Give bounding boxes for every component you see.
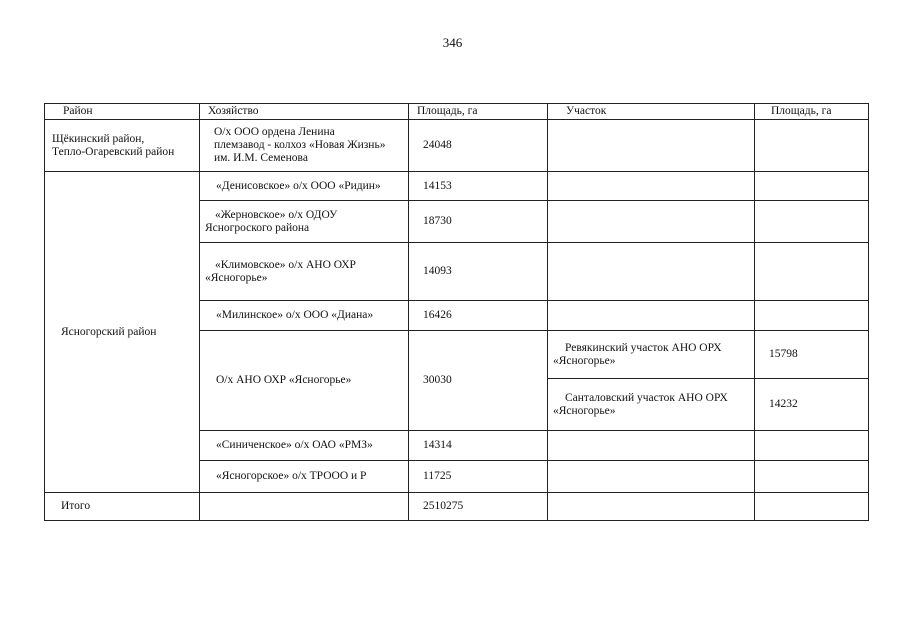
farm-line: «Жерновское» о/х ОДОУ (215, 208, 338, 221)
plot-cell (548, 172, 755, 201)
header-farm: Хозяйство (200, 104, 409, 120)
plot-area-cell (755, 301, 869, 331)
page-number: 346 (442, 35, 463, 50)
farm-cell: «Синиченское» о/х ОАО «РМЗ» (200, 431, 409, 461)
plot-area-cell: 15798 (755, 331, 869, 379)
plot-area-cell (755, 493, 869, 521)
farm-cell (200, 120, 409, 172)
plot-area-cell: 14232 (755, 379, 869, 431)
farm-line: «Ясногорье» (205, 271, 268, 284)
total-row (45, 493, 869, 521)
plot-area-cell (755, 431, 869, 461)
plot-cell (548, 243, 755, 301)
farm-cell (200, 493, 409, 521)
farm-line: О/х ООО ордена Ленина (214, 126, 335, 138)
plot-cell (548, 431, 755, 461)
farm-line: Ясногроского района (205, 221, 310, 234)
area-cell: 14153 (409, 172, 548, 201)
area-cell: 30030 (409, 331, 548, 431)
area-cell: 11725 (409, 461, 548, 493)
plot-area-cell (755, 461, 869, 493)
plot-area-cell (755, 172, 869, 201)
plot-cell (548, 379, 755, 431)
total-label: Итого (45, 493, 200, 521)
farm-cell: «Денисовское» о/х ООО «Ридин» (200, 172, 409, 201)
district-cell (45, 120, 200, 172)
area-cell: 18730 (409, 201, 548, 243)
plot-line: Санталовский участок АНО ОРХ (565, 391, 728, 404)
area-cell: 14314 (409, 431, 548, 461)
plot-line: Ревякинский участок АНО ОРХ (565, 341, 722, 354)
farm-cell: «Ясногорское» о/х ТРООО и Р (200, 461, 409, 493)
header-plot: Участок (548, 104, 755, 120)
plot-area-cell (755, 120, 869, 172)
table-row (45, 120, 869, 172)
land-table (44, 103, 869, 521)
farm-line: «Климовское» о/х АНО ОХР (215, 258, 356, 271)
header-district: Район (45, 104, 200, 120)
farm-cell (200, 201, 409, 243)
area-cell: 24048 (409, 120, 548, 172)
plot-cell (548, 493, 755, 521)
table-row (45, 172, 869, 201)
district-cell: Ясногорский район (45, 172, 200, 493)
plot-cell (548, 301, 755, 331)
farm-cell (200, 243, 409, 301)
farm-line: им. И.М. Семенова (214, 152, 308, 164)
plot-cell (548, 461, 755, 493)
area-cell: 14093 (409, 243, 548, 301)
plot-line: «Ясногорье» (553, 404, 616, 417)
district-line: Щёкинский район, (52, 132, 145, 145)
total-area: 2510275 (409, 493, 548, 521)
header-plot-area: Площадь, га (755, 104, 869, 120)
header-area: Площадь, га (409, 104, 548, 120)
farm-cell: «Милинское» о/х ООО «Диана» (200, 301, 409, 331)
area-cell: 16426 (409, 301, 548, 331)
farm-cell: О/х АНО ОХР «Ясногорье» (200, 331, 409, 431)
plot-line: «Ясногорье» (553, 354, 616, 367)
district-line: Тепло-Огаревский район (52, 145, 175, 158)
plot-cell (548, 201, 755, 243)
farm-line: племзавод - колхоз «Новая Жизнь» (214, 139, 386, 151)
plot-area-cell (755, 243, 869, 301)
plot-cell (548, 120, 755, 172)
header-row (45, 104, 869, 120)
plot-cell (548, 331, 755, 379)
plot-area-cell (755, 201, 869, 243)
